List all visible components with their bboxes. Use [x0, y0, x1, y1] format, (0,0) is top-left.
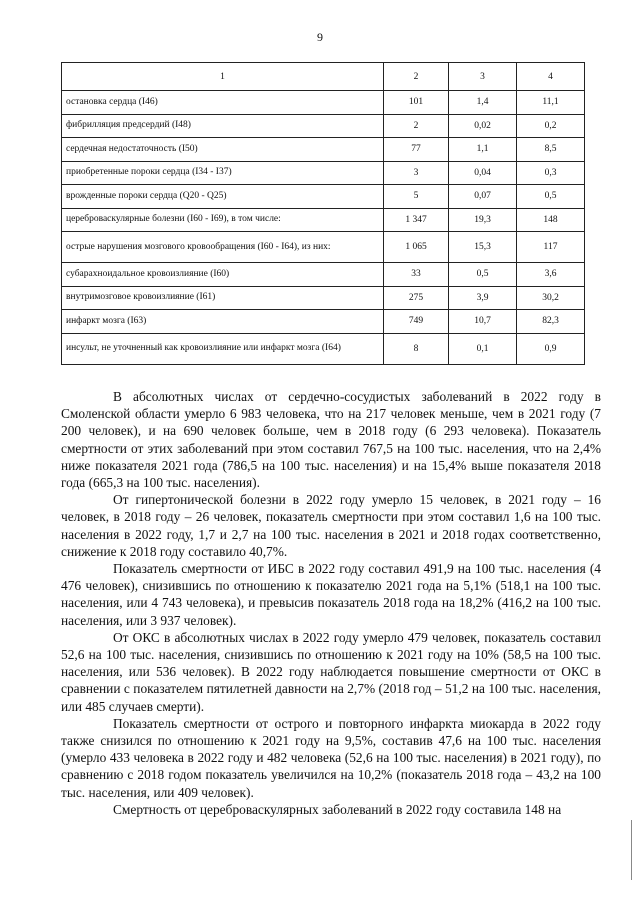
- cell-value: 30,2: [517, 286, 585, 310]
- body-text: [61, 388, 601, 818]
- mortality-table: [61, 62, 585, 365]
- row-label: приобретенные пороки сердца (I34 - I37): [62, 161, 384, 185]
- paragraph: От ОКС в абсолютных числах в 2022 году умерло 479 человек, показатель составил 52,6 на 100 тыс. населения, снизившись по отношению к 2021 году на 10% (58,5 на 100 тыс. населения, или 536 человек). В 2022 году наблюдается повышение смертности от ОКС в сравнении с показателем пятилетней давности на 2,7% (2018 год – 51,2 на 100 тыс. населения, или 485 случаев смерти).: [61, 629, 601, 714]
- cell-value: 275: [384, 286, 449, 310]
- row-label: острые нарушения мозгового кровообращения (I60 - I64), из них:: [62, 232, 384, 263]
- cell-value: 77: [384, 138, 449, 162]
- header-cell: 4: [517, 63, 585, 91]
- cell-value: 1 065: [384, 232, 449, 263]
- table-row: [62, 310, 585, 334]
- cell-value: 10,7: [449, 310, 517, 334]
- row-label: сердечная недостаточность (I50): [62, 138, 384, 162]
- header-cell: 1: [62, 63, 384, 91]
- table-row: [62, 232, 585, 263]
- paragraph: В абсолютных числах от сердечно-сосудистых заболеваний в 2022 году в Смоленской области умерло 6 983 человека, что на 217 человек меньше, чем в 2021 году (7 200 человек), и на 690 человек больше, чем в 2018 году (6 293 человека). Показатель смертности от этих заболеваний при этом составил 767,5 на 100 тыс. населения, что на 2,4% ниже показателя 2021 года (786,5 на 100 тыс. населения) и на 15,4% выше показателя 2018 года (665,3 на 100 тыс. населения).: [61, 389, 601, 491]
- table-row: [62, 161, 585, 185]
- cell-value: 0,5: [517, 185, 585, 209]
- cell-value: 3,6: [517, 263, 585, 287]
- header-cell: 2: [384, 63, 449, 91]
- row-label: врожденные пороки сердца (Q20 - Q25): [62, 185, 384, 209]
- cell-value: 15,3: [449, 232, 517, 263]
- table-row: [62, 91, 585, 115]
- row-label: остановка сердца (I46): [62, 91, 384, 115]
- cell-value: 0,3: [517, 161, 585, 185]
- row-label: цереброваскулярные болезни (I60 - I69), в том числе:: [62, 208, 384, 232]
- header-cell: 3: [449, 63, 517, 91]
- page-number: 9: [317, 30, 323, 44]
- paragraph: Показатель смертности от ИБС в 2022 году составил 491,9 на 100 тыс. населения (4 476 человек), снизившись по отношению к показателю 2021 года на 5,1% (518,1 на 100 тыс. населения, или 4 743 человека), и превысив показатель 2018 года на 18,2% (416,2 на 100 тыс. населения, или 3 937 человек).: [61, 561, 601, 628]
- cell-value: 148: [517, 208, 585, 232]
- cell-value: 0,07: [449, 185, 517, 209]
- table-row: [62, 114, 585, 138]
- cell-value: 0,5: [449, 263, 517, 287]
- paragraph: Показатель смертности от острого и повторного инфаркта миокарда в 2022 году также снизился по отношению к 2021 году на 9,5%, составив 47,6 на 100 тыс. населения (умерло 433 человека в 2022 году и 482 человека (52,6 на 100 тыс. населения) в 2021 году), по сравнению с 2018 годом показатель увеличился на 10,2% (показатель 2018 года – 43,2 на 100 тыс. населения, или 409 человек).: [61, 715, 601, 800]
- paragraph: Смертность от цереброваскулярных заболеваний в 2022 году составила 148 на: [113, 801, 562, 817]
- cell-value: 749: [384, 310, 449, 334]
- cell-value: 0,2: [517, 114, 585, 138]
- cell-value: 0,9: [517, 333, 585, 364]
- row-label: внутримозговое кровоизлияние (I61): [62, 286, 384, 310]
- cell-value: 82,3: [517, 310, 585, 334]
- row-label: субарахноидальное кровоизлияние (I60): [62, 263, 384, 287]
- table-row: [62, 333, 585, 364]
- cell-value: 8: [384, 333, 449, 364]
- paragraph: От гипертонической болезни в 2022 году умерло 15 человек, в 2021 году – 16 человек, в 2018 году – 26 человек, показатель смертности при этом составил 1,6 на 100 тыс. населения в 2022 году, 1,7 и 2,7 на 100 тыс. населения в 2021 и 2018 годах соответственно, снижение к 2018 году составило 40,7%.: [61, 492, 601, 559]
- cell-value: 11,1: [517, 91, 585, 115]
- row-label: инфаркт мозга (I63): [62, 310, 384, 334]
- table-row: [62, 138, 585, 162]
- table-row: [62, 286, 585, 310]
- table-row: [62, 208, 585, 232]
- table-row: [62, 263, 585, 287]
- cell-value: 1 347: [384, 208, 449, 232]
- table-header-row: [62, 63, 585, 91]
- cell-value: 0,1: [449, 333, 517, 364]
- cell-value: 0,02: [449, 114, 517, 138]
- scan-edge-line: [631, 820, 632, 880]
- cell-value: 3,9: [449, 286, 517, 310]
- cell-value: 117: [517, 232, 585, 263]
- cell-value: 0,04: [449, 161, 517, 185]
- cell-value: 33: [384, 263, 449, 287]
- cell-value: 5: [384, 185, 449, 209]
- table-row: [62, 185, 585, 209]
- cell-value: 1,1: [449, 138, 517, 162]
- cell-value: 101: [384, 91, 449, 115]
- cell-value: 19,3: [449, 208, 517, 232]
- cell-value: 2: [384, 114, 449, 138]
- cell-value: 8,5: [517, 138, 585, 162]
- row-label: инсульт, не уточненный как кровоизлияние или инфаркт мозга (I64): [62, 333, 384, 364]
- row-label: фибрилляция предсердий (I48): [62, 114, 384, 138]
- cell-value: 1,4: [449, 91, 517, 115]
- cell-value: 3: [384, 161, 449, 185]
